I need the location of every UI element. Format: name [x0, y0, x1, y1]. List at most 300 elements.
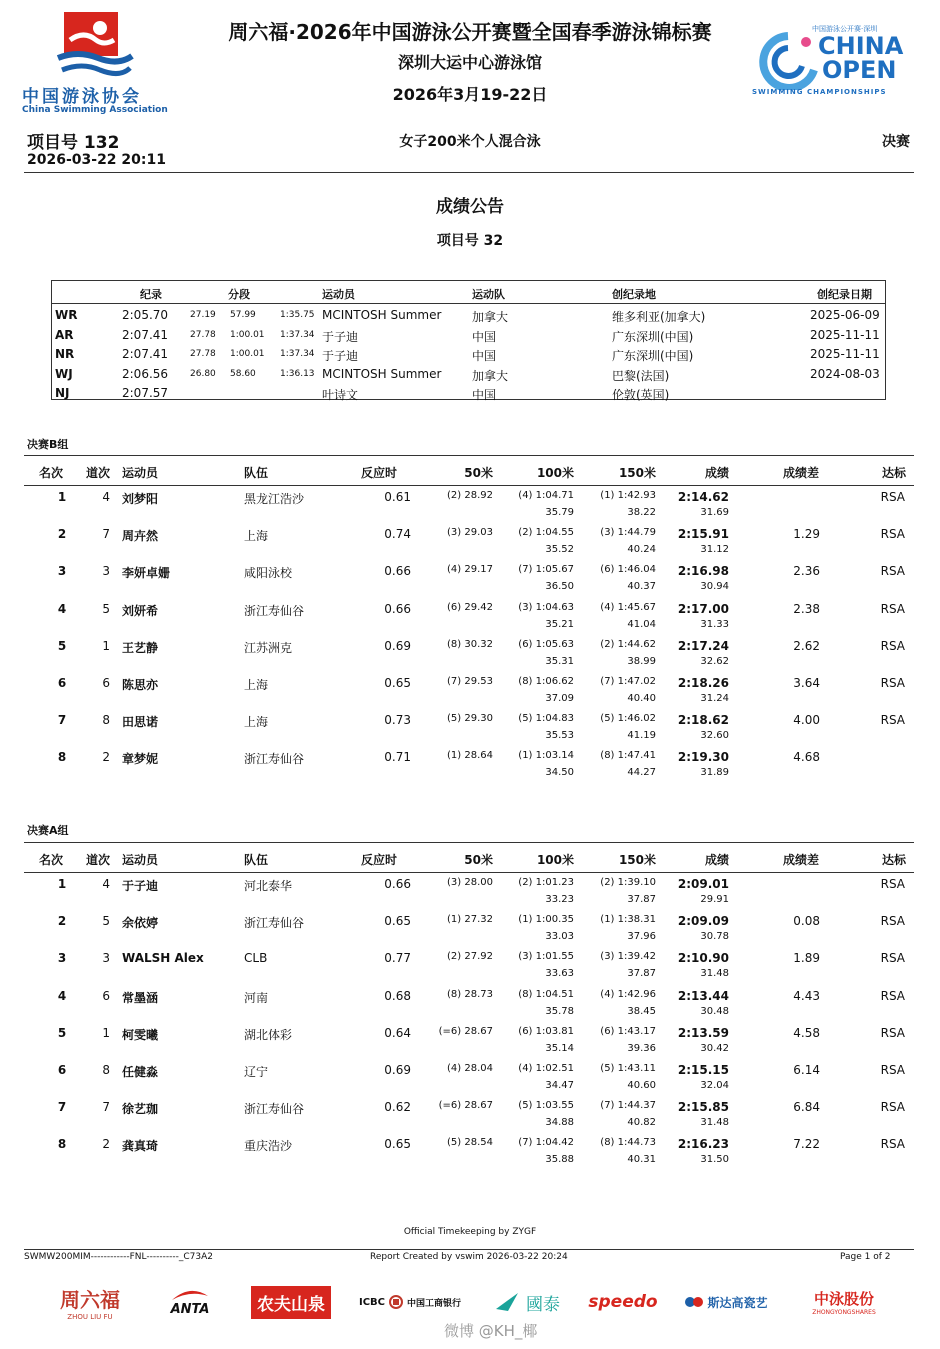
lane: 1 — [102, 638, 110, 653]
table-row — [24, 1022, 914, 1059]
athlete-name: 于子迪 — [122, 879, 159, 893]
rank: 1 — [57, 490, 67, 504]
china-swimming-association-logo — [22, 10, 172, 118]
sponsor-zhouliufu-cn: 周六福 — [60, 1287, 120, 1312]
records-header-team: 运动队 — [472, 288, 505, 301]
split-150m: (4) 1:42.96 — [600, 988, 656, 1000]
rec-split-50: 26.80 — [190, 368, 216, 379]
rec-split-100: 57.99 — [230, 310, 256, 320]
team: 浙江寿仙谷 — [244, 916, 305, 931]
sponsor-zhouliufu-en: ZHOU LIU FU — [67, 1312, 113, 1321]
final-time: 2:15.85 — [677, 1100, 729, 1115]
delta-200m: 31.48 — [700, 1117, 729, 1129]
time-behind: 1.89 — [793, 951, 820, 966]
col-diff-header: 成绩差 — [782, 853, 819, 867]
split-150m: (3) 1:44.79 — [600, 527, 656, 539]
split-50m: (5) 28.54 — [447, 1137, 493, 1149]
team: CLB — [244, 951, 268, 966]
sponsor-zhouliufu — [50, 1282, 130, 1322]
record-row-ar — [52, 325, 885, 344]
reaction-time: 0.69 — [384, 1063, 411, 1077]
split-50m: (3) 28.00 — [447, 877, 493, 888]
team: 河南 — [244, 990, 269, 1005]
team: 河北泰华 — [244, 879, 293, 893]
split-100m: (5) 1:04.83 — [518, 713, 574, 725]
col-100m-header: 100米 — [536, 853, 574, 867]
col-100m-header: 100米 — [536, 466, 574, 480]
team: 浙江寿仙谷 — [244, 1102, 305, 1117]
reaction-time: 0.66 — [384, 564, 411, 579]
split-100m: (4) 1:02.51 — [518, 1063, 574, 1074]
rec-athlete: 于子迪 — [322, 329, 359, 344]
lane: 4 — [102, 877, 110, 891]
reaction-time: 0.65 — [384, 1137, 411, 1152]
delta-150m: 39.36 — [627, 1042, 656, 1054]
athlete-name: 任健淼 — [122, 1065, 159, 1079]
col-team-header: 队伍 — [244, 466, 269, 480]
final-time: 2:10.90 — [677, 951, 729, 966]
col-athlete-header: 运动员 — [122, 853, 159, 867]
split-100m: (7) 1:05.67 — [518, 564, 574, 576]
split-150m: (7) 1:47.02 — [600, 676, 656, 687]
delta-200m: 32.04 — [700, 1080, 729, 1091]
reaction-time: 0.65 — [384, 676, 411, 690]
delta-200m: 31.50 — [700, 1154, 729, 1166]
delta-100m: 36.50 — [545, 581, 574, 593]
time-behind: 2.36 — [793, 564, 820, 579]
table-row — [24, 709, 914, 746]
report-created: Report Created by vswim 2026-03-22 20:24 — [370, 1252, 568, 1262]
table-row — [24, 910, 914, 947]
rec-time: 2:07.57 — [122, 386, 169, 400]
lane: 5 — [102, 914, 110, 929]
reaction-time: 0.77 — [384, 951, 411, 966]
split-150m: (1) 1:38.31 — [600, 914, 656, 926]
table-row — [24, 985, 914, 1022]
rank: 7 — [57, 1100, 67, 1115]
split-150m: (4) 1:45.67 — [600, 601, 656, 613]
reaction-time: 0.74 — [384, 527, 411, 542]
team: 重庆浩沙 — [244, 1139, 293, 1154]
split-50m: (8) 30.32 — [447, 638, 493, 650]
team: 浙江寿仙谷 — [244, 752, 305, 767]
delta-150m: 38.45 — [627, 1005, 656, 1017]
sponsor-zhongyong-cn: 中泳股份 — [813, 1290, 874, 1308]
rec-place: 伦敦(英国) — [612, 388, 670, 402]
record-row-wr — [52, 305, 885, 324]
team: 浙江寿仙谷 — [244, 603, 305, 618]
reaction-time: 0.64 — [384, 1025, 411, 1040]
table-row — [24, 947, 914, 984]
final-time: 2:16.23 — [677, 1137, 729, 1152]
athlete-name: 王艺静 — [122, 640, 159, 655]
delta-100m: 33.63 — [545, 968, 574, 980]
time-behind: 0.08 — [793, 914, 820, 929]
org-name-en: China Swimming Association — [22, 105, 168, 115]
standard: RSA — [880, 638, 905, 653]
delta-100m: 34.88 — [545, 1117, 574, 1129]
delta-100m: 35.79 — [545, 507, 574, 518]
lane: 6 — [102, 676, 110, 690]
reaction-time: 0.68 — [384, 988, 411, 1003]
col-reaction-header: 反应时 — [361, 853, 398, 867]
team: 上海 — [244, 715, 269, 730]
open-logo-line1: CHINA — [818, 32, 904, 60]
lane: 3 — [102, 564, 110, 579]
sponsor-speedo — [586, 1282, 660, 1322]
rec-place: 广东深圳(中国) — [612, 349, 694, 363]
sponsor-anta — [160, 1282, 220, 1322]
reaction-time: 0.66 — [384, 601, 411, 616]
event-phase: 决赛 — [882, 134, 910, 150]
final-time: 2:13.59 — [677, 1025, 729, 1040]
delta-150m: 40.40 — [627, 693, 656, 704]
final-time: 2:18.62 — [677, 713, 729, 728]
sponsor-nongfu — [248, 1282, 334, 1322]
sponsor-sida-text: 斯达高瓷艺 — [707, 1295, 768, 1310]
sida-logo-icon — [684, 1295, 704, 1309]
athlete-name: 章梦妮 — [122, 752, 159, 767]
col-150m-header: 150米 — [618, 466, 656, 480]
delta-200m: 30.48 — [700, 1005, 729, 1017]
standard: RSA — [880, 601, 905, 616]
time-behind: 7.22 — [793, 1137, 820, 1152]
split-100m: (6) 1:03.81 — [518, 1025, 574, 1037]
rec-team: 中国 — [472, 388, 497, 402]
final-time: 2:09.01 — [677, 877, 729, 891]
split-150m: (8) 1:47.41 — [600, 750, 656, 762]
delta-150m: 40.24 — [627, 544, 656, 556]
delta-100m: 35.78 — [545, 1005, 574, 1017]
page-indicator: Page 1 of 2 — [840, 1252, 891, 1262]
reaction-time: 0.61 — [384, 490, 411, 504]
rec-place: 广东深圳(中国) — [612, 329, 694, 344]
delta-100m: 35.14 — [545, 1042, 574, 1054]
rank: 3 — [57, 951, 67, 966]
rec-type: AR — [55, 327, 74, 342]
team: 江苏洲克 — [244, 640, 293, 655]
sponsor-icbc-cn: 中国工商银行 — [407, 1298, 462, 1309]
delta-200m: 29.91 — [700, 894, 729, 905]
reaction-time: 0.66 — [384, 877, 411, 891]
rec-split-50: 27.78 — [190, 349, 216, 359]
delta-200m: 31.89 — [700, 767, 729, 779]
competition-dates: 2026年3月19-22日 — [392, 85, 548, 104]
team: 黑龙江浩沙 — [244, 492, 305, 506]
split-100m: (3) 1:04.63 — [518, 601, 574, 613]
standard: RSA — [880, 914, 905, 929]
table-row — [24, 486, 914, 523]
org-name-cn: 中国游泳协会 — [22, 87, 142, 107]
split-100m: (5) 1:03.55 — [518, 1100, 574, 1112]
rec-date: 2025-11-11 — [810, 347, 880, 361]
rec-date: 2024-08-03 — [810, 366, 880, 381]
delta-150m: 38.22 — [627, 507, 656, 518]
delta-200m: 31.33 — [700, 618, 729, 630]
split-100m: (1) 1:00.35 — [518, 914, 574, 926]
footer-divider — [24, 1249, 914, 1250]
record-row-nj — [52, 383, 885, 402]
anta-swoosh-icon — [170, 1288, 210, 1302]
table-row — [24, 1096, 914, 1133]
wave-swirl-icon — [748, 30, 828, 90]
sponsor-zhongyong — [794, 1282, 894, 1322]
standard: RSA — [880, 713, 905, 728]
split-50m: (=6) 28.67 — [438, 1025, 493, 1037]
split-100m: (6) 1:05.63 — [518, 638, 574, 650]
competition-title: 周六福·2026年中国游泳公开赛暨全国春季游泳锦标赛 — [228, 20, 712, 44]
final-time: 2:15.91 — [677, 527, 729, 542]
records-header-line — [52, 303, 885, 304]
delta-150m: 40.31 — [627, 1154, 656, 1166]
rec-place: 巴黎(法国) — [612, 368, 670, 383]
time-behind: 3.64 — [793, 676, 820, 690]
split-50m: (7) 29.53 — [447, 676, 493, 687]
team: 上海 — [244, 529, 269, 544]
reaction-time: 0.65 — [384, 914, 411, 929]
china-open-logo — [748, 22, 918, 102]
icbc-logo-icon — [389, 1295, 403, 1309]
standard: RSA — [880, 564, 905, 579]
rec-team: 中国 — [472, 329, 497, 344]
rec-type: WR — [55, 308, 78, 322]
group-label-final-a: 决赛A组 — [27, 824, 69, 837]
records-header-date: 创纪录日期 — [817, 288, 872, 301]
sponsor-icbc — [355, 1282, 465, 1322]
split-100m: (4) 1:04.71 — [518, 490, 574, 501]
table-row — [24, 560, 914, 597]
timekeeping-credit: Official Timekeeping by ZYGF — [403, 1227, 537, 1237]
athlete-name: 常墨涵 — [122, 990, 159, 1005]
final-time: 2:17.00 — [677, 601, 729, 616]
delta-100m: 35.88 — [545, 1154, 574, 1166]
rec-time: 2:07.41 — [122, 347, 169, 361]
delta-200m: 31.48 — [700, 968, 729, 980]
rec-team: 中国 — [472, 349, 497, 363]
delta-100m: 37.09 — [545, 693, 574, 704]
rec-split-150: 1:37.34 — [280, 349, 315, 359]
delta-150m: 40.37 — [627, 581, 656, 593]
split-50m: (1) 27.32 — [447, 914, 493, 926]
standard: RSA — [880, 1137, 905, 1152]
table-row — [24, 1059, 914, 1096]
time-behind: 6.14 — [793, 1063, 820, 1077]
final-time: 2:18.26 — [677, 676, 729, 690]
guotai-bird-icon — [494, 1289, 520, 1315]
col-50m-header: 50米 — [464, 466, 493, 480]
delta-150m: 38.99 — [627, 655, 656, 667]
team: 上海 — [244, 678, 269, 692]
rec-athlete: 于子迪 — [322, 349, 359, 363]
split-100m: (8) 1:06.62 — [518, 676, 574, 687]
final-time: 2:19.30 — [677, 750, 729, 765]
rec-split-150: 1:36.13 — [280, 368, 315, 379]
record-row-wj — [52, 364, 885, 383]
athlete-name: 徐艺珈 — [122, 1102, 159, 1117]
rec-split-50: 27.78 — [190, 329, 216, 340]
delta-150m: 41.19 — [627, 730, 656, 742]
rec-athlete: MCINTOSH Summer — [322, 366, 442, 381]
sponsor-anta-text: ANTA — [170, 1301, 210, 1317]
delta-200m: 32.62 — [700, 655, 729, 667]
split-50m: (4) 28.04 — [447, 1063, 493, 1074]
col-50m-header: 50米 — [464, 853, 493, 867]
split-100m: (1) 1:03.14 — [518, 750, 574, 762]
time-behind: 4.58 — [793, 1025, 820, 1040]
split-100m: (7) 1:04.42 — [518, 1137, 574, 1149]
records-header-athlete: 运动员 — [322, 288, 355, 301]
split-100m: (2) 1:01.23 — [518, 877, 574, 888]
rank: 6 — [57, 676, 67, 690]
split-50m: (3) 29.03 — [447, 527, 493, 539]
standard: RSA — [880, 490, 905, 504]
split-150m: (7) 1:44.37 — [600, 1100, 656, 1112]
delta-100m: 35.21 — [545, 618, 574, 630]
rank: 2 — [57, 914, 67, 929]
final-time: 2:17.24 — [677, 638, 729, 653]
delta-100m: 35.52 — [545, 544, 574, 556]
rec-athlete: 叶诗文 — [322, 388, 359, 402]
lane: 3 — [102, 951, 110, 966]
rec-split-100: 1:00.01 — [230, 349, 265, 359]
standard: RSA — [880, 527, 905, 542]
col-diff-header: 成绩差 — [782, 466, 819, 480]
event-datetime: 2026-03-22 20:11 — [27, 152, 166, 168]
reaction-time: 0.62 — [384, 1100, 411, 1115]
delta-200m: 31.12 — [700, 544, 729, 556]
table-row — [24, 523, 914, 560]
delta-100m: 34.47 — [545, 1080, 574, 1091]
delta-150m: 37.96 — [627, 931, 656, 943]
rec-type: WJ — [55, 366, 73, 381]
standard: RSA — [880, 1025, 905, 1040]
rank: 8 — [57, 750, 67, 765]
delta-150m: 41.04 — [627, 618, 656, 630]
rank: 1 — [57, 877, 67, 891]
split-150m: (2) 1:39.10 — [600, 877, 656, 888]
delta-200m: 32.60 — [700, 730, 729, 742]
standard: RSA — [880, 1100, 905, 1115]
event-name: 女子200米个人混合泳 — [399, 134, 541, 150]
standard: RSA — [880, 676, 905, 690]
col-athlete-header: 运动员 — [122, 466, 159, 480]
split-150m: (3) 1:39.42 — [600, 951, 656, 963]
final-time: 2:15.15 — [677, 1063, 729, 1077]
rec-split-150: 1:37.34 — [280, 329, 315, 340]
reaction-time: 0.69 — [384, 638, 411, 653]
results-subtitle: 项目号 32 — [436, 233, 504, 249]
col-standard-header: 达标 — [881, 853, 906, 867]
delta-150m: 40.82 — [627, 1117, 656, 1129]
time-behind: 4.68 — [793, 750, 820, 765]
col-reaction-header: 反应时 — [361, 466, 398, 480]
delta-100m: 35.31 — [545, 655, 574, 667]
lane: 8 — [102, 713, 110, 728]
records-table — [51, 280, 886, 400]
sponsor-guotai-text: 國泰 — [526, 1294, 560, 1315]
records-header-place: 创纪录地 — [612, 288, 656, 301]
team: 湖北体彩 — [244, 1027, 293, 1042]
split-150m: (2) 1:44.62 — [600, 638, 656, 650]
lane: 6 — [102, 988, 110, 1003]
rec-time: 2:07.41 — [122, 327, 169, 342]
rec-team: 加拿大 — [472, 310, 509, 324]
delta-200m: 30.94 — [700, 581, 729, 593]
split-50m: (2) 28.92 — [447, 490, 493, 501]
split-150m: (6) 1:46.04 — [600, 564, 656, 576]
rank: 5 — [57, 638, 67, 653]
rec-type: NJ — [55, 386, 70, 400]
delta-100m: 33.23 — [545, 894, 574, 905]
group-label-final-b: 决赛B组 — [27, 438, 69, 451]
split-50m: (4) 29.17 — [447, 564, 493, 576]
delta-100m: 33.03 — [545, 931, 574, 943]
open-logo-sub: SWIMMING CHAMPIONSHIPS — [752, 88, 887, 96]
athlete-name: 刘妍希 — [122, 603, 159, 618]
delta-150m: 37.87 — [627, 894, 656, 905]
records-header-record: 纪录 — [140, 288, 162, 301]
time-behind: 4.43 — [793, 988, 820, 1003]
split-50m: (8) 28.73 — [447, 988, 493, 1000]
lane: 2 — [102, 1137, 110, 1152]
col-standard-header: 达标 — [881, 466, 906, 480]
table-row — [24, 746, 914, 783]
rank: 2 — [57, 527, 67, 542]
time-behind: 1.29 — [793, 527, 820, 542]
sponsor-nongfu-text: 农夫山泉 — [251, 1286, 331, 1319]
split-50m: (6) 29.42 — [447, 601, 493, 613]
split-50m: (=6) 28.67 — [438, 1100, 493, 1112]
records-header-splits: 分段 — [228, 288, 250, 301]
col-rank-header: 名次 — [39, 853, 64, 867]
lane: 7 — [102, 527, 110, 542]
rec-split-150: 1:35.75 — [280, 310, 315, 320]
record-row-nr — [52, 344, 885, 363]
rec-split-100: 1:00.01 — [230, 329, 265, 340]
lane: 7 — [102, 1100, 110, 1115]
sponsor-speedo-text: speedo — [588, 1292, 658, 1312]
delta-200m: 31.69 — [700, 507, 729, 518]
sponsor-zhongyong-en: ZHONGYONGSHARES — [812, 1309, 876, 1316]
col-lane-header: 道次 — [86, 853, 111, 867]
standard: RSA — [880, 877, 905, 891]
rec-athlete: MCINTOSH Summer — [322, 308, 442, 322]
venue: 深圳大运中心游泳馆 — [397, 53, 542, 72]
standard: RSA — [880, 988, 905, 1003]
rec-time: 2:05.70 — [122, 308, 169, 322]
col-time-header: 成绩 — [704, 466, 729, 480]
divider — [24, 172, 914, 173]
time-behind: 4.00 — [793, 713, 820, 728]
rec-split-100: 58.60 — [230, 368, 256, 379]
standard: RSA — [880, 1063, 905, 1077]
split-150m: (6) 1:43.17 — [600, 1025, 656, 1037]
final-time: 2:14.62 — [677, 490, 729, 504]
col-lane-header: 道次 — [86, 466, 111, 480]
final-time: 2:13.44 — [677, 988, 729, 1003]
delta-100m: 34.50 — [545, 767, 574, 779]
athlete-name: 龚真琦 — [122, 1139, 159, 1154]
split-50m: (5) 29.30 — [447, 713, 493, 725]
table-row — [24, 598, 914, 635]
sponsor-sida — [678, 1282, 774, 1322]
reaction-time: 0.71 — [384, 750, 411, 765]
split-50m: (2) 27.92 — [447, 951, 493, 963]
split-100m: (2) 1:04.55 — [518, 527, 574, 539]
final-time: 2:09.09 — [677, 914, 729, 929]
sponsor-guotai — [488, 1282, 566, 1322]
col-150m-header: 150米 — [618, 853, 656, 867]
